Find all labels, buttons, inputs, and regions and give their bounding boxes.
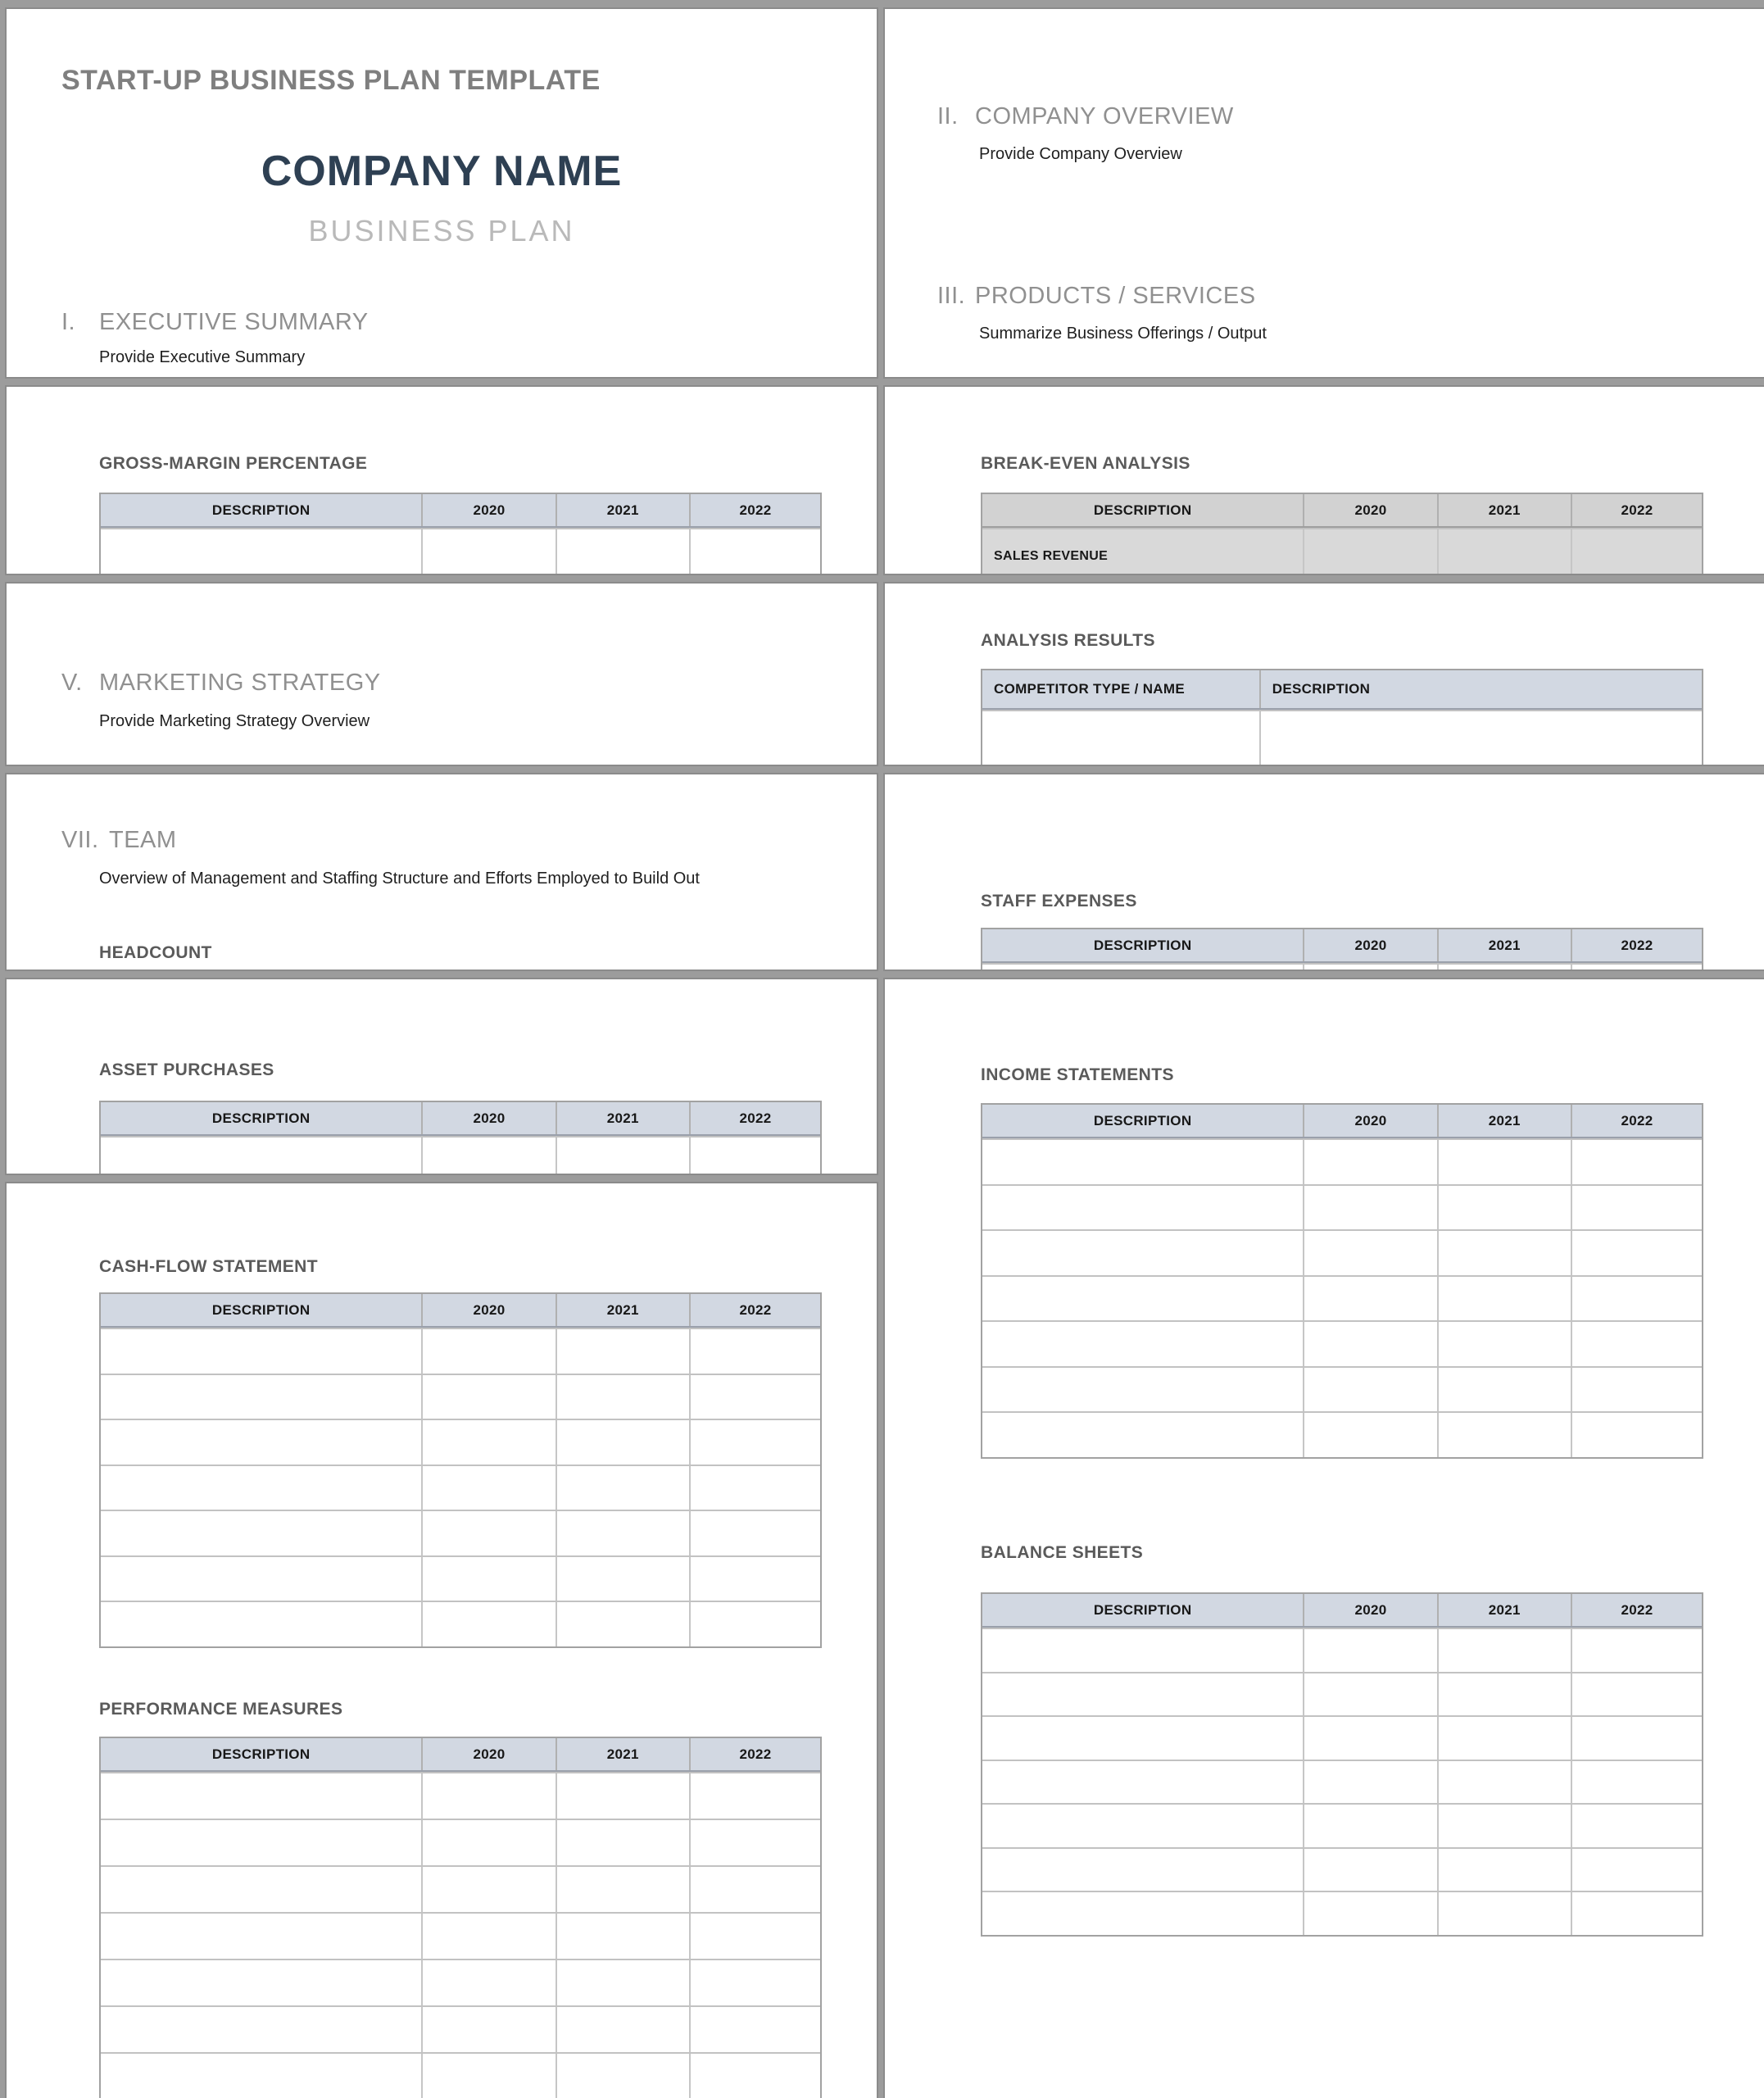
table-cell[interactable] [1304,1761,1438,1804]
table-row [982,1760,1702,1804]
page-cover [7,9,877,377]
table-header-row [982,1594,1702,1628]
header-cell-2021: 2021 [1439,1105,1572,1137]
table-cell[interactable] [1572,1186,1702,1230]
table-title-break-even: BREAK-EVEN ANALYSIS [981,454,1190,473]
section-heading-products-services [937,283,1256,310]
table-cell[interactable] [101,2007,423,2052]
section-numeral: V. [61,670,83,696]
table-cell[interactable] [423,1557,556,1601]
table-cell[interactable] [101,1867,423,1912]
table-cell[interactable] [1304,1629,1438,1672]
table-cell[interactable] [101,1511,423,1555]
document-kicker: START-UP BUSINESS PLAN TEMPLATE [61,65,601,96]
table-cell[interactable] [557,2007,691,2052]
table-cell[interactable] [557,1329,691,1374]
table-cell[interactable] [1572,1322,1702,1366]
table-row [982,1320,1702,1366]
page-company-overview [885,9,1764,377]
header-cell-2020: 2020 [423,1102,556,1134]
table-cell[interactable] [423,1914,556,1959]
table-cell[interactable] [1439,1277,1572,1321]
header-cell-2021: 2021 [557,1294,691,1326]
table-row [101,2052,820,2098]
table-cell[interactable] [423,2054,556,2098]
table-cell[interactable] [101,1466,423,1510]
table-title-balance-sheets: BALANCE SHEETS [981,1543,1144,1562]
header-cell-2022: 2022 [739,1746,772,1762]
table-cell[interactable] [1572,1368,1702,1412]
table-cell[interactable] [423,1511,556,1555]
header-cell-description: DESCRIPTION [982,1594,1304,1626]
income-statements-table [981,1103,1703,1459]
table-cell[interactable] [423,1773,556,1819]
table-cell[interactable] [982,1849,1304,1891]
table-cell[interactable] [101,529,423,574]
table-cell[interactable] [1439,1629,1572,1672]
products-services-placeholder[interactable]: Summarize Business Offerings / Output [979,325,1267,343]
table-cell[interactable] [1304,1849,1438,1891]
header-cell-2020: 2020 [1304,494,1438,526]
table-cell[interactable] [1304,965,1438,970]
header-cell-description: DESCRIPTION [101,1294,423,1326]
header-cell-2022: 2022 [1621,937,1653,953]
table-cell[interactable] [1304,1717,1438,1760]
header-cell-2022: 2022 [1621,1112,1653,1128]
table-cell[interactable] [691,2054,820,2098]
page-cash-flow [7,1183,877,2098]
table-title-gross-margin: GROSS-MARGIN PERCENTAGE [99,454,368,473]
table-cell[interactable] [982,1761,1304,1804]
section-heading-team [61,827,177,854]
section-heading-marketing-strategy [61,670,381,697]
page-team [7,774,877,970]
table-cell[interactable] [982,1368,1304,1412]
table-cell[interactable] [982,1322,1304,1366]
table-cell[interactable] [691,1773,820,1819]
table-header-row [982,1105,1702,1138]
table-cell[interactable] [101,1138,423,1174]
table-row [101,1510,820,1555]
table-cell[interactable] [691,1960,820,2005]
header-cell-2021: 2021 [1439,1594,1572,1626]
table-cell[interactable] [1439,1413,1572,1457]
table-cell[interactable] [691,1914,820,1959]
table-header-row [101,1102,820,1136]
table-row [101,2005,820,2052]
table-row [101,1772,820,1819]
table-cell[interactable] [982,1140,1304,1184]
table-row [101,1865,820,1912]
table-row [982,1803,1702,1847]
table-cell[interactable] [1304,529,1438,574]
table-cell[interactable] [557,1820,691,1865]
header-cell-description: DESCRIPTION [982,929,1304,961]
table-cell[interactable] [423,1867,556,1912]
header-cell-2021: 2021 [557,1102,691,1134]
table-row [101,1465,820,1510]
header-cell-2021: 2021 [557,1738,691,1770]
table-cell[interactable] [1572,1140,1702,1184]
table-cell[interactable] [982,711,1261,765]
table-cell[interactable] [423,1960,556,2005]
table-row [101,528,820,574]
header-cell-description: DESCRIPTION [1272,681,1371,697]
table-cell[interactable] [691,2007,820,2052]
table-cell[interactable] [982,1717,1304,1760]
header-cell-2022: 2022 [739,1110,772,1126]
table-row [101,1555,820,1601]
table-cell[interactable] [982,1805,1304,1847]
table-header-row [101,494,820,528]
table-row [982,1366,1702,1412]
table-cell[interactable] [1439,1892,1572,1935]
header-cell-2020: 2020 [1304,1594,1438,1626]
table-cell[interactable] [982,1413,1304,1457]
header-cell-2021: 2021 [557,494,691,526]
table-cell[interactable] [1439,1322,1572,1366]
balance-sheets-table [981,1592,1703,1937]
table-cell[interactable] [1572,1413,1702,1457]
table-cell[interactable] [1439,1805,1572,1847]
table-cell[interactable] [101,1914,423,1959]
table-cell[interactable] [1304,1231,1438,1275]
table-cell[interactable] [557,1375,691,1419]
table-row [982,1411,1702,1457]
table-header-row [982,494,1702,528]
table-cell[interactable] [423,1820,556,1865]
table-cell[interactable] [1304,1277,1438,1321]
header-cell-description: DESCRIPTION [101,1102,423,1134]
table-cell[interactable] [1304,1805,1438,1847]
table-cell[interactable] [423,1466,556,1510]
table-cell[interactable] [982,1892,1304,1935]
table-title-staff-expenses: STAFF EXPENSES [981,892,1137,910]
asset-purchases-table [99,1101,822,1174]
table-cell[interactable] [101,1557,423,1601]
executive-summary-placeholder[interactable]: Provide Executive Summary [99,348,306,366]
gross-margin-table [99,493,822,574]
table-row [982,710,1702,765]
table-cell[interactable] [101,1602,423,1646]
header-cell-2022: 2022 [739,1301,772,1318]
document-subtitle: BUSINESS PLAN [308,214,575,247]
table-cell[interactable] [1304,1892,1438,1935]
section-numeral: VII. [61,827,99,853]
table-cell[interactable] [101,1773,423,1819]
table-header-row [101,1294,820,1328]
table-cell[interactable] [101,1329,423,1374]
table-cell[interactable] [557,1138,691,1174]
cash-flow-table [99,1292,822,1648]
table-row [982,1184,1702,1230]
table-cell[interactable] [1439,529,1572,574]
table-cell[interactable] [423,529,556,574]
header-cell-2022: 2022 [1621,1601,1653,1618]
table-cell[interactable] [691,1466,820,1510]
page-analysis-results [885,584,1764,765]
table-cell[interactable] [691,1138,820,1174]
analysis-results-table [981,669,1703,765]
header-cell-2021: 2021 [1439,929,1572,961]
staff-expenses-table [981,928,1703,970]
header-cell-2020: 2020 [1304,1105,1438,1137]
table-cell[interactable] [691,529,820,574]
table-row [982,963,1702,970]
table-cell[interactable] [1261,711,1702,765]
company-overview-placeholder[interactable]: Provide Company Overview [979,145,1182,163]
table-cell[interactable] [691,1375,820,1419]
table-cell[interactable] [557,1960,691,2005]
table-cell[interactable] [1572,965,1702,970]
table-cell[interactable] [101,1375,423,1419]
company-name-title[interactable]: COMPANY NAME [261,148,623,195]
table-cell[interactable] [557,1867,691,1912]
table-cell[interactable] [1439,1849,1572,1891]
table-cell[interactable] [1572,1231,1702,1275]
table-cell[interactable] [1439,1717,1572,1760]
table-title-income-statements: INCOME STATEMENTS [981,1065,1174,1084]
table-cell[interactable] [557,1773,691,1819]
table-cell[interactable] [101,2054,423,2098]
marketing-strategy-placeholder[interactable]: Provide Marketing Strategy Overview [99,712,370,730]
table-cell[interactable] [557,1557,691,1601]
section-title: PRODUCTS / SERVICES [975,283,1256,309]
table-cell[interactable] [557,1602,691,1646]
table-cell[interactable] [691,1602,820,1646]
table-header-row [101,1738,820,1772]
table-cell[interactable] [1572,1805,1702,1847]
table-header-row [982,670,1702,710]
section-title: TEAM [109,827,177,853]
section-title: COMPANY OVERVIEW [975,103,1234,129]
page-gross-margin [7,387,877,574]
header-cell-description: DESCRIPTION [101,1738,423,1770]
table-row [101,1328,820,1374]
table-cell[interactable] [982,1673,1304,1716]
team-placeholder[interactable]: Overview of Management and Staffing Structure and Efforts Employed to Build Out [99,870,700,888]
section-numeral: I. [61,309,76,335]
table-cell[interactable] [1439,1673,1572,1716]
table-row [982,1891,1702,1935]
table-cell[interactable] [982,1186,1304,1230]
table-cell[interactable] [691,1420,820,1465]
page-asset-purchases [7,979,877,1174]
table-cell[interactable] [1439,1761,1572,1804]
section-heading-company-overview [937,103,1234,130]
header-cell-2020: 2020 [423,1738,556,1770]
table-row [101,1819,820,1865]
table-cell[interactable] [557,2054,691,2098]
table-title-asset-purchases: ASSET PURCHASES [99,1060,274,1079]
header-cell-2020: 2020 [423,1294,556,1326]
page-staff-expenses [885,774,1764,970]
table-cell[interactable] [1439,1186,1572,1230]
table-cell[interactable] [982,965,1304,970]
table-cell[interactable] [1572,1761,1702,1804]
header-cell-2021: 2021 [1439,494,1572,526]
header-cell-2020: 2020 [1304,929,1438,961]
section-numeral: III. [937,283,966,309]
table-cell[interactable] [1439,965,1572,970]
table-cell[interactable] [557,1420,691,1465]
section-title: EXECUTIVE SUMMARY [99,309,369,335]
table-row [982,1275,1702,1321]
table-cell[interactable] [1572,529,1702,574]
table-cell[interactable] [1304,1140,1438,1184]
table-cell[interactable] [1572,1629,1702,1672]
table-cell[interactable] [1304,1322,1438,1366]
table-cell[interactable] [423,2007,556,2052]
section-title: MARKETING STRATEGY [99,670,381,696]
table-cell[interactable] [982,1629,1304,1672]
table-row [101,1959,820,2005]
table-cell[interactable] [1572,1277,1702,1321]
table-cell[interactable] [1572,1849,1702,1891]
table-cell[interactable] [557,1511,691,1555]
table-cell[interactable] [1439,1368,1572,1412]
table-cell[interactable] [691,1557,820,1601]
table-title-analysis-results: ANALYSIS RESULTS [981,631,1155,650]
section-numeral: II. [937,103,959,129]
table-cell[interactable] [557,529,691,574]
table-cell[interactable] [1439,1231,1572,1275]
performance-measures-table [99,1737,822,2098]
table-cell[interactable] [691,1329,820,1374]
table-row [101,1419,820,1465]
header-cell-description: DESCRIPTION [101,494,423,526]
table-cell[interactable] [423,1375,556,1419]
table-row [982,1847,1702,1891]
table-cell[interactable] [691,1511,820,1555]
header-cell-2022: 2022 [1621,502,1653,518]
table-cell[interactable] [691,1820,820,1865]
table-cell[interactable] [982,1231,1304,1275]
page-marketing-strategy [7,584,877,765]
table-cell[interactable] [1304,1186,1438,1230]
table-row [101,1912,820,1959]
section-heading-executive-summary [61,309,369,336]
table-cell[interactable] [101,1960,423,2005]
table-cell[interactable] [423,1602,556,1646]
table-header-row [982,929,1702,963]
table-cell[interactable] [982,1277,1304,1321]
table-cell[interactable] [557,1466,691,1510]
table-row [101,1136,820,1174]
break-even-table [981,493,1703,574]
table-cell[interactable] [101,1420,423,1465]
header-cell-competitor-type: COMPETITOR TYPE / NAME [982,670,1261,708]
table-cell[interactable] [1304,1413,1438,1457]
page-break-even [885,387,1764,574]
header-cell-description: DESCRIPTION [982,494,1304,526]
table-cell[interactable] [1439,1140,1572,1184]
table-cell[interactable] [557,1914,691,1959]
table-title-performance-measures: PERFORMANCE MEASURES [99,1700,343,1719]
table-cell[interactable] [423,1329,556,1374]
header-cell-description: DESCRIPTION [982,1105,1304,1137]
table-cell[interactable] [101,1820,423,1865]
table-row [101,1601,820,1646]
header-cell-2020: 2020 [423,494,556,526]
page-income-balance [885,979,1764,2098]
table-cell[interactable] [691,1867,820,1912]
header-cell-2022: 2022 [739,502,772,518]
table-row [982,1229,1702,1275]
table-row [982,1138,1702,1184]
table-row [982,1672,1702,1716]
table-cell[interactable] [423,1420,556,1465]
table-cell[interactable] [423,1138,556,1174]
table-row [101,1374,820,1419]
table-cell[interactable] [1304,1673,1438,1716]
headcount-subheading: HEADCOUNT [99,943,212,962]
table-cell[interactable] [1572,1717,1702,1760]
row-label-sales-revenue: SALES REVENUE [982,529,1304,574]
table-row [982,1715,1702,1760]
table-row-sales-revenue [982,528,1702,574]
table-cell[interactable] [1304,1368,1438,1412]
table-cell[interactable] [1572,1892,1702,1935]
table-cell[interactable] [1572,1673,1702,1716]
table-title-cash-flow: CASH-FLOW STATEMENT [99,1257,318,1276]
table-row [982,1628,1702,1672]
